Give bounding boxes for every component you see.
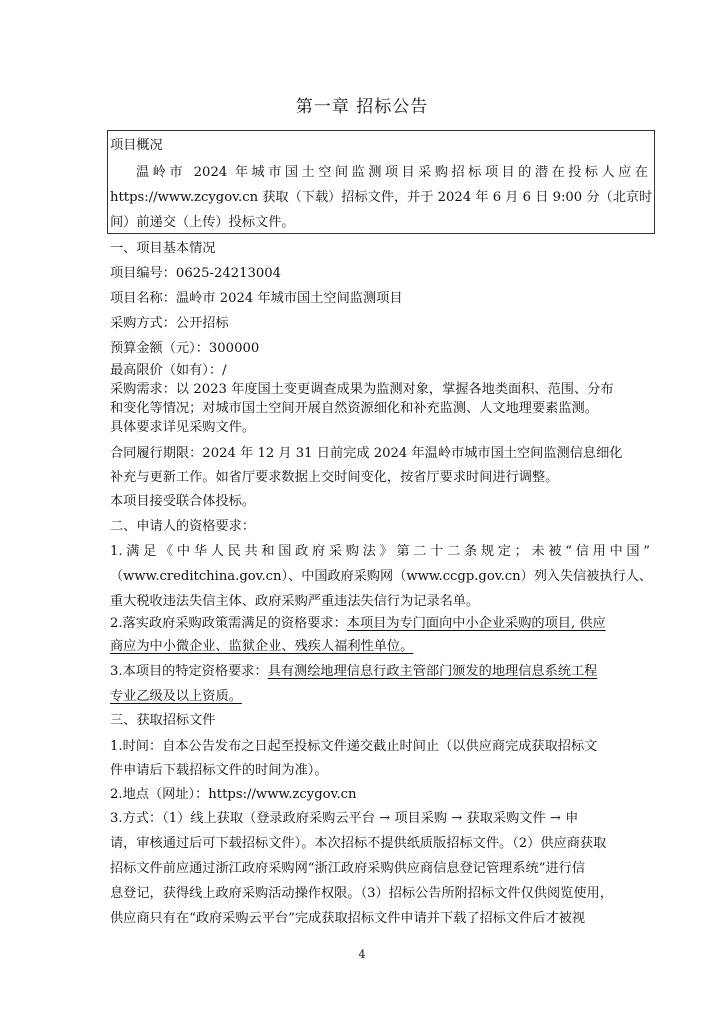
qualification-2-line-1: [110, 615, 606, 633]
qualification-3-underlined-2: 专业乙级及以上资质。: [110, 689, 242, 704]
acquire-way-line-3: 招标文件前应通过浙江政府采购网“浙江政府采购供应商信息登记管理系统”进行信: [110, 861, 586, 876]
acquire-way-line-4: 息登记，获得线上政府采购活动操作权限。（3）招标公告所附招标文件仅供阅览使用，: [110, 886, 613, 901]
demand-line-3: 具体要求详见采购文件。: [110, 420, 256, 435]
section3-heading: 三、获取招标文件: [110, 713, 216, 728]
overview-line-3: 间）前递交（上传）投标文件。: [110, 215, 295, 230]
qualification-3-line-1: [110, 663, 597, 681]
acquire-time-line-2: 件申请后下载招标文件的时间为准）。: [110, 763, 328, 778]
overview-heading: 项目概况: [110, 138, 163, 153]
acquire-way-line-1: 3.方式：（1）线上获取（登录政府采购云平台 → 项目采购 → 获取采购文件 → 申: [110, 811, 579, 826]
qualification-3-underlined-1: 具有测绘地理信息行政主管部门颁发的地理信息系统工程: [267, 664, 598, 679]
procurement-method: 采购方式：公开招标: [110, 316, 229, 331]
chapter-title: 第一章 招标公告: [295, 97, 429, 117]
demand-line-1: 采购需求：以 2023 年度国土变更调查成果为监测对象，掌握各地类面积、范围、分布: [110, 382, 614, 397]
overview-line-1: 温岭市 2024 年城市国土空间监测项目采购招标项目的潜在投标人应在: [136, 165, 648, 180]
project-number: 项目编号：0625-24213004: [110, 266, 282, 281]
qualification-3-line-2: [110, 688, 242, 706]
acquire-place: 2.地点（网址）：https://www.zcygov.cn: [110, 787, 357, 802]
section2-heading: 二、申请人的资格要求：: [110, 519, 256, 534]
page-number: 4: [358, 948, 366, 961]
contract-period-line-1: 合同履行期限：2024 年 12 月 31 日前完成 2024 年温岭市城市国土空间监测信息细化: [110, 446, 623, 461]
project-name: 项目名称：温岭市 2024 年城市国土空间监测项目: [110, 291, 403, 306]
qualification-1-line-1: 1.满足《中华人民共和国政府采购法》第二十二条规定；未被“信用中国”: [110, 544, 650, 559]
overview-line-2: https://www.zcygov.cn 获取（下载）招标文件，并于 2024 年 6 月 6 日 9:00 分（北京时: [110, 190, 653, 205]
section1-heading: 一、项目基本情况: [110, 241, 216, 256]
budget-amount: 预算金额（元）：300000: [110, 341, 260, 356]
consortium-note: 本项目接受联合体投标。: [110, 494, 256, 509]
qualification-3-prefix: 3.本项目的特定资格要求：: [110, 664, 268, 679]
qualification-1-line-2: （www.creditchina.gov.cn）、中国政府采购网（www.ccgp.gov.cn）列入失信被执行人、: [110, 569, 653, 584]
demand-line-2: 和变化等情况；对城市国土空间开展自然资源细化和补充监测、人文地理要素监测。: [110, 401, 598, 416]
contract-period-line-2: 补充与更新工作。如省厅要求数据上交时间变化，按省厅要求时间进行调整。: [110, 470, 559, 485]
qualification-2-prefix: 2.落实政府采购政策需满足的资格要求：: [110, 616, 347, 631]
qualification-2-line-2: [110, 638, 413, 656]
acquire-time-line-1: 1.时间：自本公告发布之日起至投标文件递交截止时间止（以供应商完成获取招标文: [110, 739, 598, 754]
qualification-2-underlined-2: 商应为中小微企业、监狱企业、残疾人福利性单位。: [110, 639, 414, 654]
acquire-way-line-2: 请，审核通过后可下载招标文件）。本次招标不提供纸质版招标文件。（2）供应商获取: [110, 836, 607, 851]
qualification-2-underlined-1: 本项目为专门面向中小企业采购的项目, 供应: [346, 616, 606, 631]
acquire-way-line-5: 供应商只有在“政府采购云平台”完成获取招标文件申请并下载了招标文件后才被视: [110, 911, 586, 926]
qualification-1-line-3: 重大税收违法失信主体、政府采购严重违法失信行为记录名单。: [110, 594, 480, 609]
max-price: 最高限价（如有）：/: [110, 363, 227, 378]
